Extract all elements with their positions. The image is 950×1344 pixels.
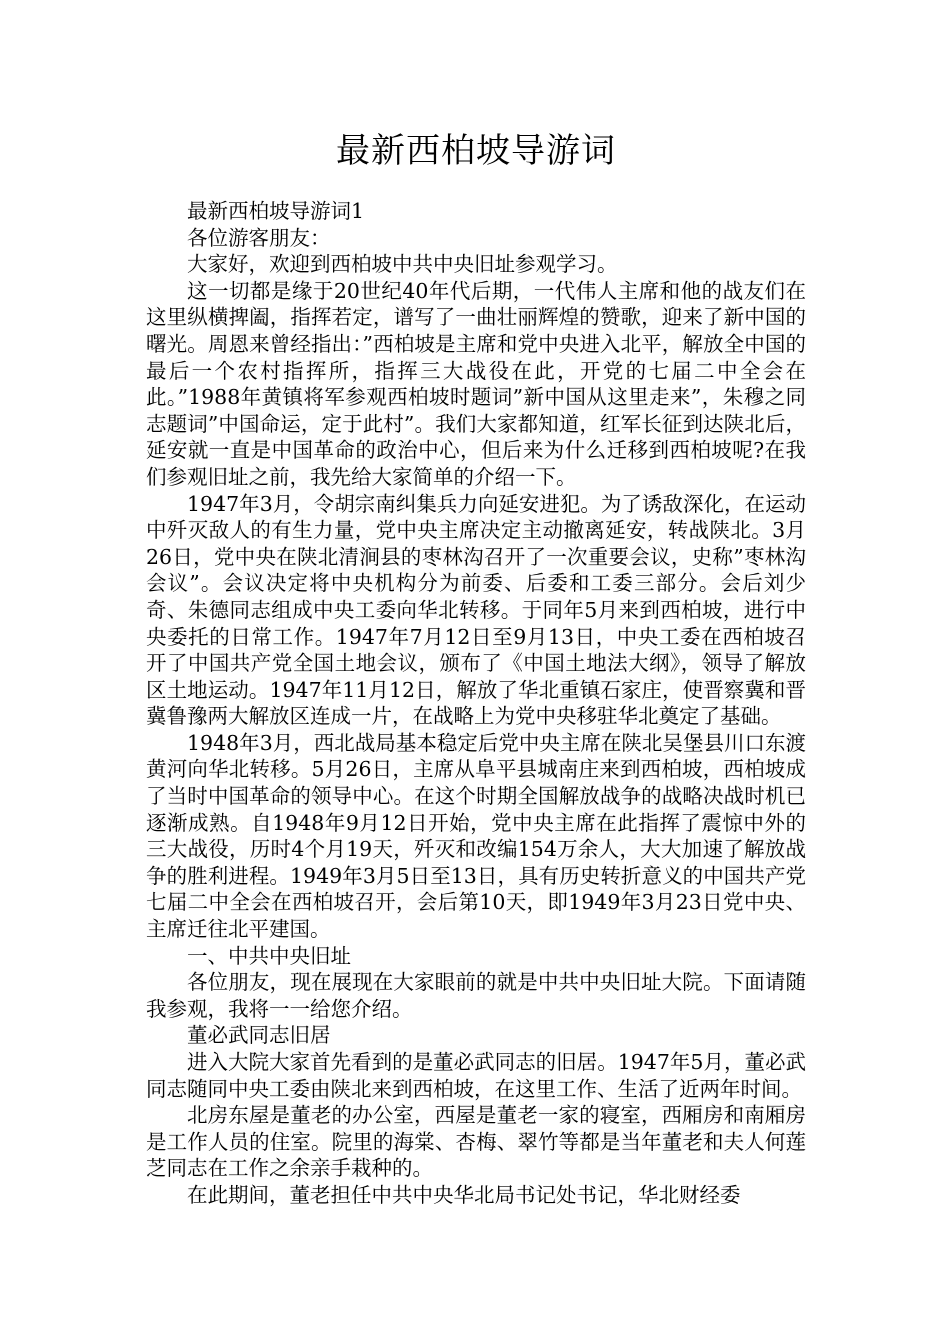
paragraph: 在此期间，董老担任中共中央华北局书记处书记，华北财经委	[187, 1182, 741, 1207]
paragraph: 各位朋友，现在展现在大家眼前的就是中共中央旧址大院。下面请随我参观，我将一一给您介绍。	[146, 970, 806, 1021]
greeting: 各位游客朋友：	[187, 225, 331, 250]
page-title: 最新西柏坡导游词	[336, 131, 616, 171]
paragraph: 1948年3月，西北战局基本稳定后党中央主席在陕北吴堡县川口东渡黄河向华北转移。5月26日，主席从阜平县城南庄来到西柏坡，西柏坡成了当时中国革命的领导中心。在这个时期全国解放战争的战略决战时机已逐渐成熟。自1948年9月12日开始，党中央主席在此指挥了震惊中外的三大战役，历时4个月19天，歼灭和改编154万余人，大大加速了解放战争的胜利进程。1949年3月5日至13日，具有历史转折意义的中国共产党七届二中全会在西柏坡召开，会后第10天，即1949年3月23日党中央、主席迁往北平建国。	[146, 730, 806, 942]
paragraph: 进入大院大家首先看到的是董必武同志的旧居。1947年5月，董必武同志随同中央工委由陕北来到西柏坡，在这里工作、生活了近两年时间。	[146, 1050, 806, 1101]
paragraph: 这一切都是缘于20世纪40年代后期，一代伟人主席和他的战友们在这里纵横捭阖，指挥若定，谱写了一曲壮丽辉煌的赞歌，迎来了新中国的曙光。周恩来曾经指出：”西柏坡是主席和党中央进入北平，解放全中国的最后一个农村指挥所，指挥三大战役在此，开党的七届二中全会在此。”1988年黄镇将军参观西柏坡时题词”新中国从这里走来”，朱穆之同志题词”中国命运，定于此村”。我们大家都知道，红军长征到达陕北后，延安就一直是中国革命的政治中心，但后来为什么迁移到西柏坡呢?在我们参观旧址之前，我先给大家简单的介绍一下。	[146, 278, 806, 489]
paragraph: 大家好，欢迎到西柏坡中共中央旧址参观学习。	[187, 252, 618, 277]
paragraph: 北房东屋是董老的办公室，西屋是董老一家的寝室，西厢房和南厢房是工作人员的住室。院里的海棠、杏梅、翠竹等都是当年董老和夫人何莲芝同志在工作之余亲手栽种的。	[146, 1103, 806, 1181]
subsection-heading: 董必武同志旧居	[187, 1023, 331, 1048]
section-heading: 一、中共中央旧址	[187, 943, 351, 968]
paragraph: 1947年3月，令胡宗南纠集兵力向延安进犯。为了诱敌深化，在运动中歼灭敌人的有生力量，党中央主席决定主动撤离延安，转战陕北。3月26日，党中央在陕北清涧县的枣林沟召开了一次重要会议，史称”枣林沟会议”。会议决定将中央机构分为前委、后委和工委三部分。会后刘少奇、朱德同志组成中央工委向华北转移。于同年5月来到西柏坡，进行中央委托的日常工作。1947年7月12日至9月13日，中央工委在西柏坡召开了中国共产党全国土地会议，颁布了《中国土地法大纲》，领导了解放区土地运动。1947年11月12日，解放了华北重镇石家庄，使晋察冀和晋冀鲁豫两大解放区连成一片，在战略上为党中央移驻华北奠定了基础。	[146, 491, 806, 729]
section-heading: 最新西柏坡导游词1	[187, 199, 365, 223]
document-page	[146, 0, 806, 1209]
document-body	[146, 198, 806, 1209]
